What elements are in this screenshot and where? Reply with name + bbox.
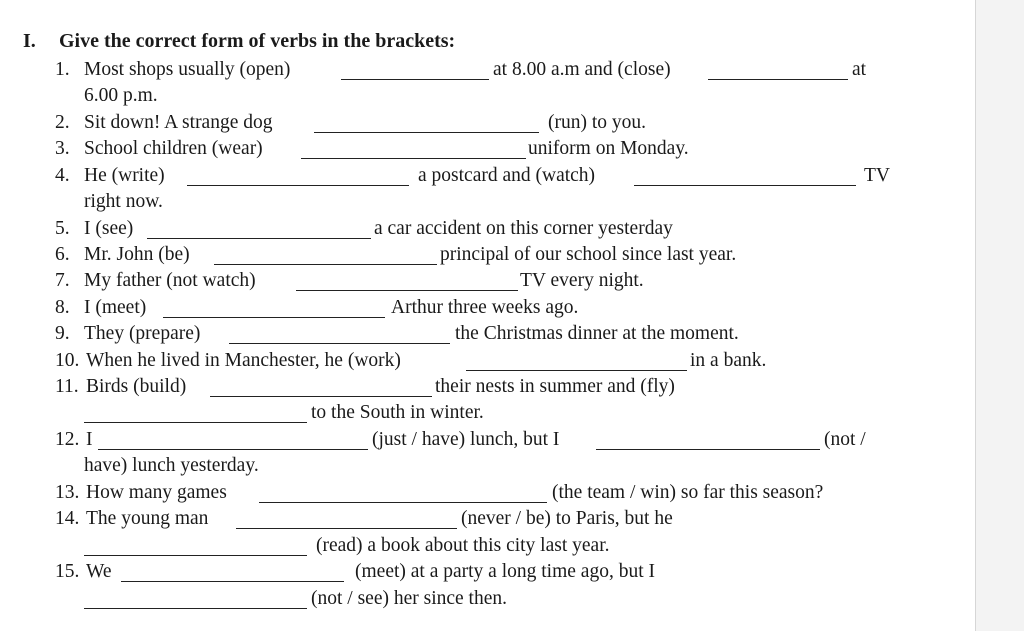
exercise-item-13 xyxy=(0,480,975,506)
window-side-panel xyxy=(975,0,1024,631)
item-text: Arthur three weeks ago. xyxy=(391,297,579,318)
answer-blank[interactable] xyxy=(98,449,368,450)
item-text: (read) a book about this city last year. xyxy=(316,535,610,556)
item-text: (never / be) to Paris, but he xyxy=(461,508,673,529)
answer-blank[interactable] xyxy=(259,502,547,503)
item-text: When he lived in Manchester, he (work) xyxy=(86,350,401,371)
item-text: School children (wear) xyxy=(84,138,263,159)
item-text: The young man xyxy=(86,508,209,529)
item-text: their nests in summer and (fly) xyxy=(435,376,675,397)
item-number: 2. xyxy=(55,112,70,133)
answer-blank[interactable] xyxy=(84,608,307,609)
item-text: I (meet) xyxy=(84,297,147,318)
item-text: TV every night. xyxy=(520,270,644,291)
item-number: 5. xyxy=(55,218,70,239)
exercise-item-12-cont xyxy=(0,453,975,479)
item-text: (not / xyxy=(824,429,866,450)
exercise-item-14-cont xyxy=(0,533,975,559)
answer-blank[interactable] xyxy=(341,79,489,80)
exercise-item-1 xyxy=(0,57,975,83)
item-text: We xyxy=(86,561,112,582)
exercise-item-14 xyxy=(0,506,975,532)
answer-blank[interactable] xyxy=(163,317,385,318)
item-text: a postcard and (watch) xyxy=(418,165,596,186)
item-number: 14. xyxy=(55,508,80,529)
answer-blank[interactable] xyxy=(708,79,848,80)
exercise-item-5 xyxy=(0,216,975,242)
item-text: He (write) xyxy=(84,165,165,186)
exercise-title: Give the correct form of verbs in the brackets: xyxy=(59,30,456,52)
exercise-item-11-cont xyxy=(0,400,975,426)
item-number: 1. xyxy=(55,59,70,80)
item-number: 7. xyxy=(55,270,70,291)
exercise-item-7 xyxy=(0,268,975,294)
exercise-item-15-cont xyxy=(0,586,975,612)
exercise-item-2 xyxy=(0,110,975,136)
answer-blank[interactable] xyxy=(187,185,409,186)
item-text: 6.00 p.m. xyxy=(84,85,158,106)
item-text: a car accident on this corner yesterday xyxy=(374,218,673,239)
item-text: Most shops usually (open) xyxy=(84,59,291,80)
exercise-item-10 xyxy=(0,348,975,374)
answer-blank[interactable] xyxy=(214,264,437,265)
item-text: (meet) at a party a long time ago, but I xyxy=(355,561,655,582)
exercise-item-9 xyxy=(0,321,975,347)
exercise-item-3 xyxy=(0,136,975,162)
item-text: Birds (build) xyxy=(86,376,187,397)
item-text: (the team / win) so far this season? xyxy=(552,482,824,503)
item-text: have) lunch yesterday. xyxy=(84,455,259,476)
item-text: I xyxy=(86,429,93,450)
answer-blank[interactable] xyxy=(210,396,432,397)
exercise-item-15 xyxy=(0,559,975,585)
item-text: to the South in winter. xyxy=(311,402,484,423)
item-text: in a bank. xyxy=(690,350,767,371)
item-number: 3. xyxy=(55,138,70,159)
item-number: 6. xyxy=(55,244,70,265)
exercise-heading xyxy=(23,30,455,53)
answer-blank[interactable] xyxy=(301,158,526,159)
item-number: 12. xyxy=(55,429,80,450)
item-text: at 8.00 a.m and (close) xyxy=(493,59,671,80)
item-text: principal of our school since last year. xyxy=(440,244,737,265)
item-text: How many games xyxy=(86,482,227,503)
item-text: the Christmas dinner at the moment. xyxy=(455,323,739,344)
answer-blank[interactable] xyxy=(121,581,344,582)
answer-blank[interactable] xyxy=(147,238,371,239)
answer-blank[interactable] xyxy=(84,422,307,423)
answer-blank[interactable] xyxy=(314,132,539,133)
item-number: 15. xyxy=(55,561,80,582)
answer-blank[interactable] xyxy=(596,449,820,450)
item-text: Mr. John (be) xyxy=(84,244,190,265)
exercise-item-6 xyxy=(0,242,975,268)
item-number: 11. xyxy=(55,376,79,397)
exercise-number: I. xyxy=(23,30,36,52)
item-text: at xyxy=(852,59,867,80)
exercise-item-11 xyxy=(0,374,975,400)
item-text: TV xyxy=(864,165,890,186)
exercise-item-8 xyxy=(0,295,975,321)
answer-blank[interactable] xyxy=(466,370,687,371)
exercise-item-12 xyxy=(0,427,975,453)
item-number: 9. xyxy=(55,323,70,344)
item-text: My father (not watch) xyxy=(84,270,256,291)
exercise-item-4 xyxy=(0,163,975,189)
item-text: Sit down! A strange dog xyxy=(84,112,273,133)
exercise-item-4-cont xyxy=(0,189,975,215)
answer-blank[interactable] xyxy=(296,290,518,291)
answer-blank[interactable] xyxy=(84,555,307,556)
exercise-item-1-cont xyxy=(0,83,975,109)
answer-blank[interactable] xyxy=(229,343,450,344)
answer-blank[interactable] xyxy=(634,185,856,186)
answer-blank[interactable] xyxy=(236,528,457,529)
item-number: 4. xyxy=(55,165,70,186)
item-text: They (prepare) xyxy=(84,323,201,344)
item-number: 8. xyxy=(55,297,70,318)
item-text: right now. xyxy=(84,191,163,212)
item-text: (not / see) her since then. xyxy=(311,588,508,609)
item-number: 10. xyxy=(55,350,80,371)
item-text: (run) to you. xyxy=(548,112,647,133)
item-text: I (see) xyxy=(84,218,134,239)
item-text: uniform on Monday. xyxy=(528,138,689,159)
item-number: 13. xyxy=(55,482,80,503)
item-text: (just / have) lunch, but I xyxy=(372,429,560,450)
